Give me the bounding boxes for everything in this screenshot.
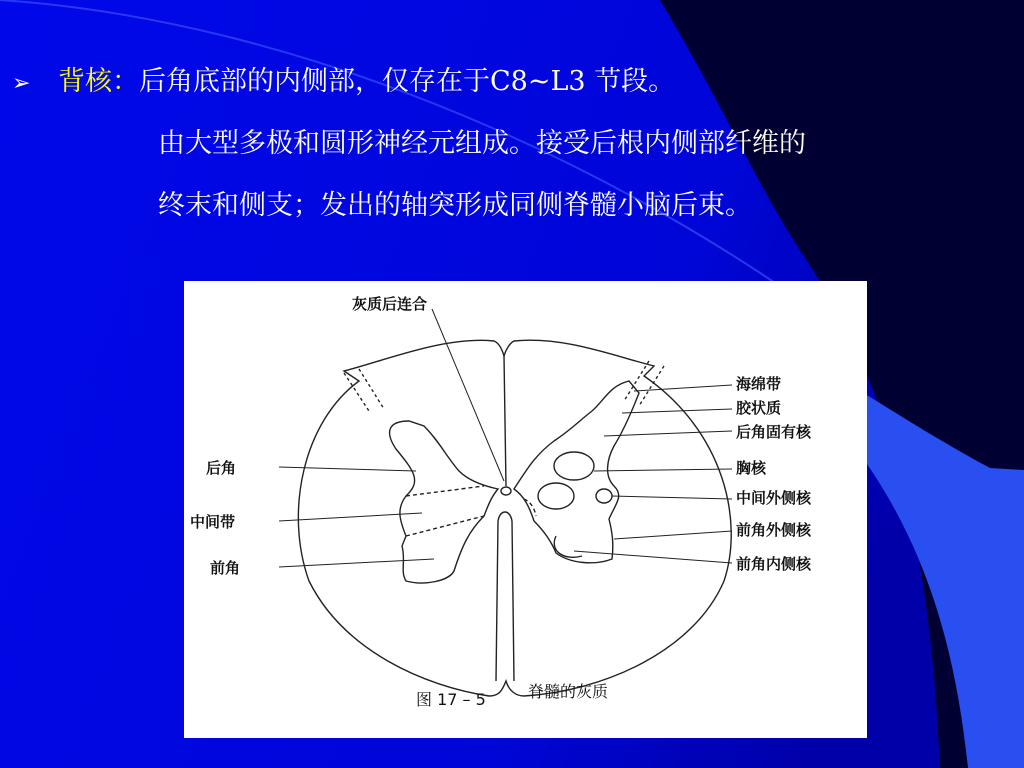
label-ventral-horn: 前角 bbox=[210, 559, 241, 577]
line-3-text: 终末和侧支；发出的轴突形成同侧脊髓小脑后束。 bbox=[158, 190, 752, 221]
anterior-median-fissure bbox=[496, 512, 514, 681]
leader-proper bbox=[604, 431, 732, 436]
bullet-line-1 bbox=[12, 62, 675, 104]
intermediolateral-nucleus bbox=[596, 489, 612, 503]
label-thoracic-nucleus: 胸核 bbox=[736, 459, 767, 477]
right-gray-matter bbox=[514, 381, 639, 563]
label-nucleus-proprius: 后角固有核 bbox=[736, 423, 812, 441]
caption-number: 图 17 – 5 bbox=[416, 690, 486, 709]
label-intermediolateral: 中间外侧核 bbox=[736, 489, 812, 507]
leader-ventral-medial bbox=[574, 551, 732, 563]
central-canal bbox=[501, 487, 511, 495]
line-1-text: 后角底部的内侧部，仅存在于C8~L3 节段。 bbox=[139, 66, 676, 97]
left-boundary-lower bbox=[406, 516, 484, 536]
label-gray-commissure: 灰质后连合 bbox=[352, 295, 428, 313]
label-ventral-medial: 前角内侧核 bbox=[736, 555, 812, 573]
leader-ventral-horn bbox=[279, 559, 434, 567]
leader-intermediolateral bbox=[612, 496, 732, 499]
leader-ventral-lateral bbox=[614, 531, 732, 539]
label-substantia-gelatinosa: 胶状质 bbox=[736, 399, 782, 417]
right-dorsal-root-band bbox=[624, 361, 664, 406]
leader-spongy bbox=[634, 385, 732, 391]
line-2-text: 由大型多极和圆形神经元组成。接受后根内侧部纤维的 bbox=[158, 128, 806, 159]
label-dorsal-horn: 后角 bbox=[206, 459, 237, 477]
caption-text: 脊髓的灰质 bbox=[528, 682, 609, 701]
label-spongy-zone: 海绵带 bbox=[736, 375, 782, 393]
leader-dorsal-horn bbox=[279, 467, 416, 471]
leader-gelatinosa bbox=[622, 409, 732, 413]
leader-thoracic bbox=[594, 469, 732, 471]
label-intermediate-zone: 中间带 bbox=[190, 513, 236, 531]
left-boundary-upper bbox=[406, 486, 484, 496]
leader-commissure bbox=[432, 309, 504, 481]
figure-drawing bbox=[184, 281, 867, 738]
term-dorsal-nucleus: 背核： bbox=[58, 66, 139, 97]
label-ventral-lateral: 前角外侧核 bbox=[736, 521, 812, 539]
posterior-median-sulcus bbox=[504, 356, 506, 486]
spinal-cord-outline bbox=[298, 340, 731, 696]
thoracic-nucleus bbox=[554, 452, 594, 480]
arrow-bullet-icon: ➢ bbox=[12, 71, 31, 96]
nucleus-2 bbox=[538, 483, 574, 509]
spinal-cord-gray-matter-figure bbox=[184, 281, 867, 738]
left-gray-matter bbox=[390, 421, 498, 583]
